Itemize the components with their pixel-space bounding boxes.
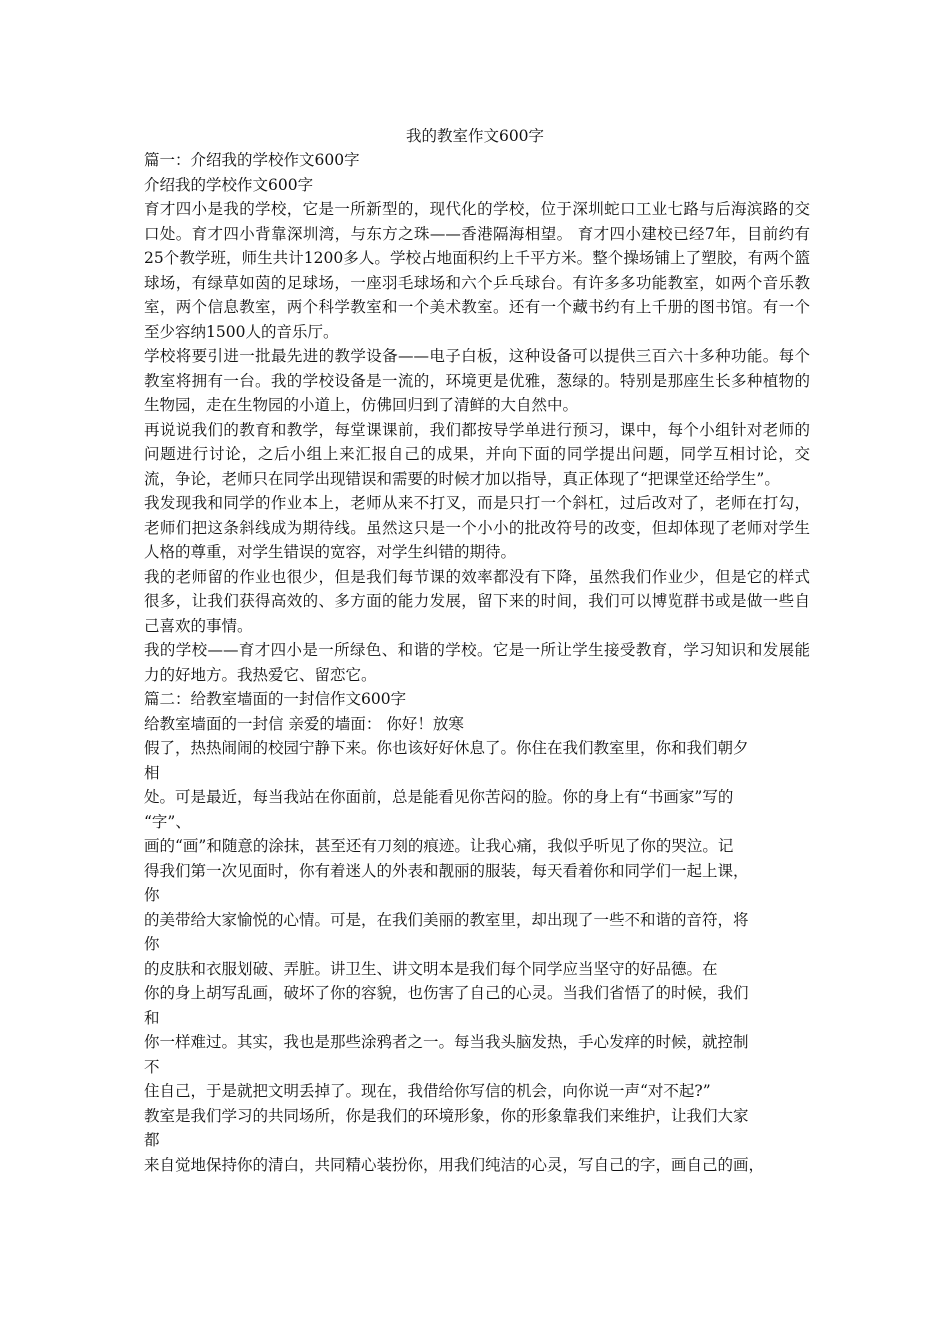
document-body [144, 148, 810, 1177]
paragraph-conclusion: 我的学校——育才四小是一所绿色、和谐的学校。它是一所让学生接受教育，学习知识和发展能力的好地方。我热爱它、留恋它。 [144, 641, 810, 684]
letter-line: 得我们第一次见面时，你有着迷人的外表和靓丽的服装，每天看着你和同学们一起上课， [144, 861, 749, 880]
letter-line: 和 [144, 1008, 160, 1027]
letter-line: 你的身上胡写乱画，破坏了你的容貌，也伤害了自己的心灵。当我们省悟了的时候，我们 [144, 984, 749, 1002]
letter-line: 处。可是最近，每当我站在你面前，总是能看见你苦闷的脸。你的身上有“书画家”写的 [144, 788, 734, 806]
letter-line: 不 [144, 1057, 160, 1076]
document-title: 我的教室作文600字 [405, 127, 545, 145]
letter-line: 画的“画”和随意的涂抹，甚至还有刀刻的痕迹。让我心痛，我似乎听见了你的哭泣。记 [144, 837, 734, 855]
letter-line: 的美带给大家愉悦的心情。可是，在我们美丽的教室里，却出现了一些不和谐的音符，将 [144, 910, 749, 929]
section-one-heading: 篇一：介绍我的学校作文600字 [144, 151, 360, 169]
letter-line: 你 [144, 886, 160, 904]
section-two-heading: 篇二：给教室墙面的一封信作文600字 [144, 690, 407, 708]
letter-line: 住自己，于是就把文明丢掉了。现在，我借给你写信的机会，向你说一声“对不起?” [144, 1082, 711, 1100]
letter-line: 你 [144, 935, 160, 953]
paragraph-homework-marks: 我发现我和同学的作业本上，老师从来不打叉，而是只打一个斜杠，过后改对了，老师在打勾，老师们把这条斜线成为期待线。虽然这只是一个小小的批改符号的改变，但却体现了老师对学生人格的尊重，对学生错误的宽容，对学生纠错的期待。 [144, 494, 810, 561]
letter-line: 假了，热热闹闹的校园宁静下来。你也该好好休息了。你住在我们教室里，你和我们朝夕 [144, 739, 749, 757]
letter-line: 给教室墙面的一封信 亲爱的墙面： 你好！放寒 [144, 714, 464, 733]
essay-subtitle: 介绍我的学校作文600字 [144, 175, 314, 194]
paragraph-school-intro: 育才四小是我的学校，它是一所新型的，现代化的学校，位于深圳蛇口工业七路与后海滨路的交口处。育才四小背靠深圳湾，与东方之珠——香港隔海相望。 育才四小建校已经7年，目前约有25个教学班，师生共计1200多人。学校占地面积约上千平方米。整个操场铺上了塑胶，有两个篮球场，有绿草如茵的足球场，一座羽毛球场和六个乒乓球台。有许多多功能教室，如两个音乐教室，两个信息教室，两个科学教室和一个美术教室。还有一个藏书约有上千册的图书馆。有一个至少容纳1500人的音乐厅。 [144, 200, 810, 341]
paragraph-homework-amount: 我的老师留的作业也很少，但是我们每节课的效率都没有下降，虽然我们作业少，但是它的样式很多，让我们获得高效的、多方面的能力发展，留下来的时间，我们可以博览群书或是做一些自己喜欢的事情。 [144, 567, 810, 635]
paragraph-teaching: 再说说我们的教育和教学，每堂课课前，我们都按导学单进行预习，课中，每个小组针对老师的问题进行讨论，之后小组上来汇报自己的成果，并向下面的同学提出问题，同学互相讨论，交流，争论，老师只在同学出现错误和需要的时候才加以指导，真正体现了“把课堂还给学生”。 [144, 420, 810, 488]
letter-line: 相 [144, 763, 160, 782]
letter-line: 你一样难过。其实，我也是那些涂鸦者之一。每当我头脑发热，手心发痒的时候，就控制 [144, 1033, 749, 1051]
letter-line: 教室是我们学习的共同场所，你是我们的环境形象，你的形象靠我们来维护，让我们大家 [144, 1106, 749, 1125]
letter-line: 都 [144, 1131, 160, 1149]
letter-line: 的皮肤和衣服划破、弄脏。讲卫生、讲文明本是我们每个同学应当坚守的好品德。在 [144, 959, 718, 978]
paragraph-equipment: 学校将要引进一批最先进的教学设备——电子白板，这种设备可以提供三百六十多种功能。每个教室将拥有一台。我的学校设备是一流的，环境更是优雅，葱绿的。特别是那座生长多种植物的生物园，走在生物园的小道上，仿佛回归到了清鲜的大自然中。 [144, 347, 810, 414]
letter-line: 来自觉地保持你的清白，共同精心装扮你，用我们纯洁的心灵，写自己的字，画自己的画， [144, 1155, 765, 1174]
letter-line: “字”、 [144, 812, 191, 831]
